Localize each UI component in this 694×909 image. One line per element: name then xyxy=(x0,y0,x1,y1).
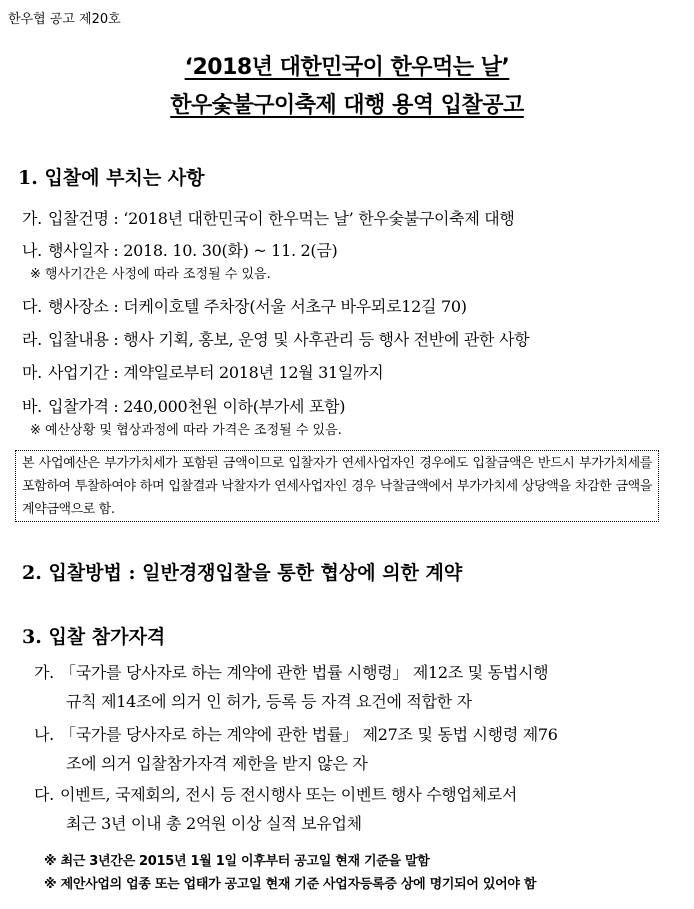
qualification-item xyxy=(34,782,517,805)
item-text: 사업기간 : 계약일로부터 2018년 12월 31일까지 xyxy=(48,363,384,382)
item-name xyxy=(22,206,515,229)
qualification-item xyxy=(34,660,548,683)
item-text: 행사일자 : 2018. 10. 30(화) ~ 11. 2(금) xyxy=(48,241,338,260)
item-text: 입찰건명 : ‘2018년 대한민국이 한우먹는 날’ 한우숯불구이축제 대행 xyxy=(48,209,515,228)
footnote-period: ※ 최근 3년간은 2015년 1월 1일 이후부터 공고일 현재 기준을 말함 xyxy=(44,854,430,869)
item-marker: 다. xyxy=(22,297,42,316)
item-price xyxy=(22,394,345,417)
item-marker: 라. xyxy=(22,330,42,349)
item-content xyxy=(22,327,529,350)
title-line-2: 한우숯불구이축제 대행 용역 입찰공고 xyxy=(170,93,524,118)
section-3-heading: 3. 입찰 참가자격 xyxy=(22,626,166,648)
qualification-line-1: 「국가를 당사자로 하는 계약에 관한 법률 시행령」 제12조 및 동법시행 xyxy=(60,663,549,682)
qualification-line-2: 조에 의거 입찰참가자격 제한을 받지 않은 자 xyxy=(66,754,368,773)
note-price-adjust: ※ 예산상황 및 협상과정에 따라 가격은 조정될 수 있음. xyxy=(30,423,342,438)
item-marker: 나. xyxy=(22,241,42,260)
item-marker: 가. xyxy=(22,209,42,228)
qualification-item xyxy=(34,722,558,745)
qualification-line-1: 이벤트, 국제회의, 전시 등 전시행사 또는 이벤트 행사 수행업체로서 xyxy=(60,785,518,804)
item-text: 입찰내용 : 행사 기획, 홍보, 운영 및 사후관리 등 행사 전반에 관한 사항 xyxy=(48,330,530,349)
qualification-marker: 가. xyxy=(34,663,54,682)
item-date xyxy=(22,238,337,261)
item-marker: 바. xyxy=(22,397,42,416)
item-period xyxy=(22,360,383,383)
item-marker: 마. xyxy=(22,363,42,382)
note-date-adjust: ※ 행사기간은 사정에 따라 조정될 수 있음. xyxy=(30,267,271,282)
document-id: 한우협 공고 제20호 xyxy=(8,12,121,27)
qualification-line-2: 규칙 제14조에 의거 인 허가, 등록 등 자격 요건에 적합한 자 xyxy=(66,692,472,711)
footnote-business-type: ※ 제안사업의 업종 또는 업태가 공고일 현재 기준 사업자등록증 상에 명기되어 있어야 함 xyxy=(44,877,537,892)
qualification-marker: 나. xyxy=(34,725,54,744)
title-line-1: ‘2018년 대한민국이 한우먹는 날’ xyxy=(184,55,510,80)
item-text: 입찰가격 : 240,000천원 이하(부가세 포함) xyxy=(48,397,346,416)
item-text: 행사장소 : 더케이호텔 주차장(서울 서초구 바우뫼로12길 70) xyxy=(48,297,467,316)
qualification-line-2: 최근 3년 이내 총 2억원 이상 실적 보유업체 xyxy=(66,814,362,833)
section-2-heading: 2. 입찰방법 : 일반경쟁입찰을 통한 협상에 의한 계약 xyxy=(22,562,463,584)
qualification-line-1: 「국가를 당사자로 하는 계약에 관한 법률」 제27조 및 동법 시행령 제76 xyxy=(60,725,558,744)
vat-notice-box: 본 사업예산은 부가가치세가 포함된 금액이므로 입찰자가 연세사업자인 경우에도 입찰금액은 반드시 부가가치세를 포함하여 투찰하여야 하며 입찰결과 낙찰자가 연세사업자인 경우 낙찰금액에서 부가가치세 상당액을 차감한 금액을 계약금액으로 함. xyxy=(15,450,659,522)
item-venue xyxy=(22,294,467,317)
section-1-heading: 1. 입찰에 부치는 사항 xyxy=(18,167,205,189)
qualification-marker: 다. xyxy=(34,785,54,804)
